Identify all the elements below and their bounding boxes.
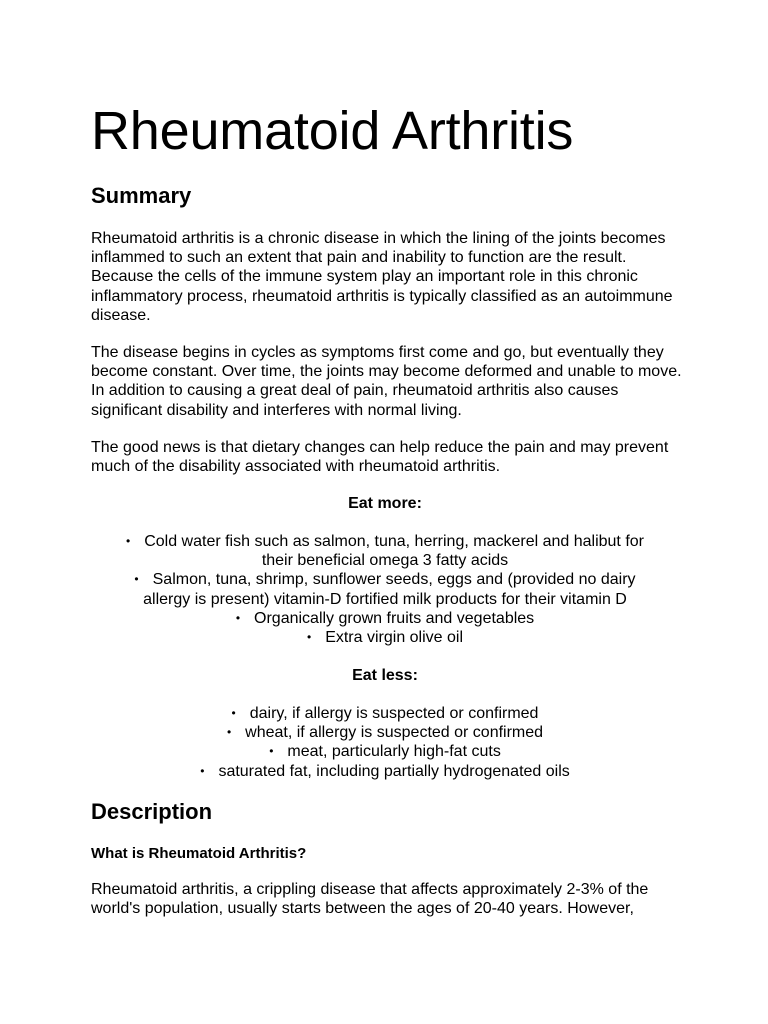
bullet-icon: •: [231, 706, 236, 720]
summary-paragraph-2: The disease begins in cycles as symptoms first come and go, but eventually they become constant. Over time, the joints may become deformed and unable to move. In addition to causing a great deal of pain, rheumatoid arthritis also causes significant disability and interferes with normal living.: [91, 344, 682, 419]
eat-less-list: [91, 704, 679, 781]
list-item: [91, 570, 679, 608]
description-heading: Description: [91, 799, 213, 824]
bullet-icon: •: [200, 763, 205, 778]
bullet-icon: •: [306, 630, 312, 645]
eat-less-heading: Eat less:: [352, 667, 418, 684]
bullet-icon: •: [134, 572, 139, 587]
list-item: [91, 609, 679, 628]
list-item-text: dairy, if allergy is suspected or confirmed: [249, 705, 539, 722]
list-item-text: saturated fat, including partially hydrogenated oils: [218, 762, 570, 780]
list-item: [91, 762, 679, 781]
document-title: Rheumatoid Arthritis: [91, 101, 574, 161]
bullet-icon: •: [226, 725, 232, 740]
summary-paragraph-3: The good news is that dietary changes can help reduce the pain and may prevent much of the disability associated with rheumatoid arthritis.: [91, 439, 669, 476]
list-item: [91, 532, 679, 570]
list-item: [91, 628, 679, 647]
list-item-text: Cold water fish such as salmon, tuna, herring, mackerel and halibut for their beneficial omega 3 fatty acids: [144, 533, 644, 570]
list-item-text: Salmon, tuna, shrimp, sunflower seeds, eggs and (provided no dairy allergy is present) vitamin-D fortified milk products for their vitamin D: [143, 571, 636, 608]
summary-heading: Summary: [91, 183, 192, 208]
bullet-icon: •: [269, 744, 274, 759]
list-item-text: Organically grown fruits and vegetables: [254, 609, 535, 627]
description-paragraph: Rheumatoid arthritis, a crippling disease that affects approximately 2-3% of the world's population, usually starts between the ages of 20-40 years. However,: [91, 881, 649, 918]
description-subheading: What is Rheumatoid Arthritis?: [91, 845, 307, 862]
eat-more-heading: Eat more:: [348, 495, 422, 512]
list-item: [91, 704, 679, 723]
bullet-icon: •: [235, 610, 241, 625]
list-item-text: wheat, if allergy is suspected or confirmed: [245, 724, 544, 742]
bullet-icon: •: [125, 534, 131, 548]
summary-paragraph-1: Rheumatoid arthritis is a chronic disease in which the lining of the joints becomes inflammed to such an extent that pain and inability to function are the result. Because the cells of the immune system play an important role in this chronic inflammatory process, rheumatoid arthritis is typically classified as an autoimmune disease.: [91, 230, 673, 324]
list-item: [91, 723, 679, 742]
eat-more-list: [91, 532, 679, 647]
list-item-text: meat, particularly high-fat cuts: [287, 743, 501, 761]
list-item: [91, 742, 679, 761]
list-item-text: Extra virgin olive oil: [325, 629, 464, 647]
